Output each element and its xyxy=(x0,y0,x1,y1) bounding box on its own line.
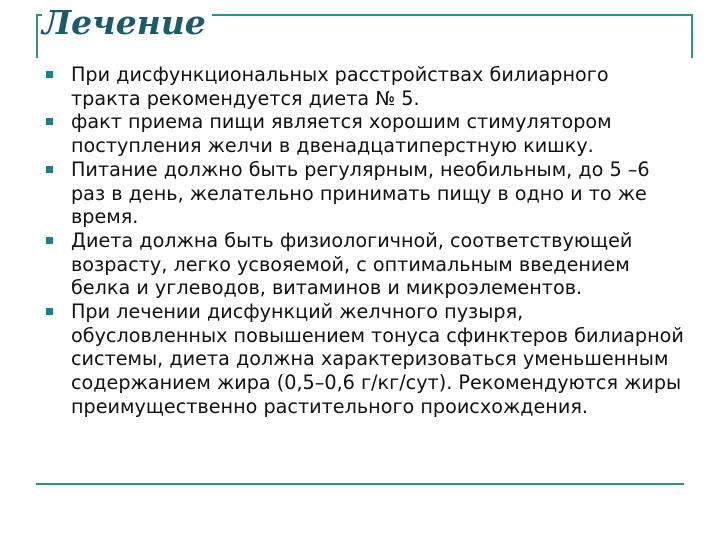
slide-title: Лечение xyxy=(42,3,212,43)
square-bullet-icon xyxy=(46,308,53,315)
square-bullet-icon xyxy=(46,166,53,173)
square-bullet-icon xyxy=(46,71,53,78)
bullet-item xyxy=(44,158,684,229)
bullet-item xyxy=(44,300,684,419)
bullet-text: При лечении дисфункций желчного пузыря, обусловленных повышением тонуса сфинктеров билиарной системы, диета должна характеризоваться уменьшенным содержанием жира (0,5–0,6 г/кг/сут). Рекомендуются жиры преимущественно растительного происхождения. xyxy=(71,300,684,418)
bullet-text: Диета должна быть физиологичной, соответствующей возрасту, легко усвояемой, с оптимальным введением белка и углеводов, витаминов и микроэлементов. xyxy=(71,228,633,300)
bottom-divider xyxy=(36,483,684,485)
bullet-text: Питание должно быть регулярным, необильным, до 5 –6 раз в день, желательно принимать пищу в одно и то же время. xyxy=(71,157,650,229)
bullet-item xyxy=(44,110,684,157)
bullet-item xyxy=(44,63,684,110)
bullet-item xyxy=(44,229,684,300)
bullet-list xyxy=(44,63,684,419)
bullet-text: При дисфункциональных расстройствах билиарного тракта рекомендуется диета № 5. xyxy=(71,63,609,110)
square-bullet-icon xyxy=(46,237,53,244)
left-border xyxy=(36,14,38,58)
bullet-text: факт приема пищи является хорошим стимулятором поступления желчи в двенадцатиперстную кишку. xyxy=(71,110,612,158)
right-border xyxy=(691,14,693,58)
square-bullet-icon xyxy=(46,118,53,125)
